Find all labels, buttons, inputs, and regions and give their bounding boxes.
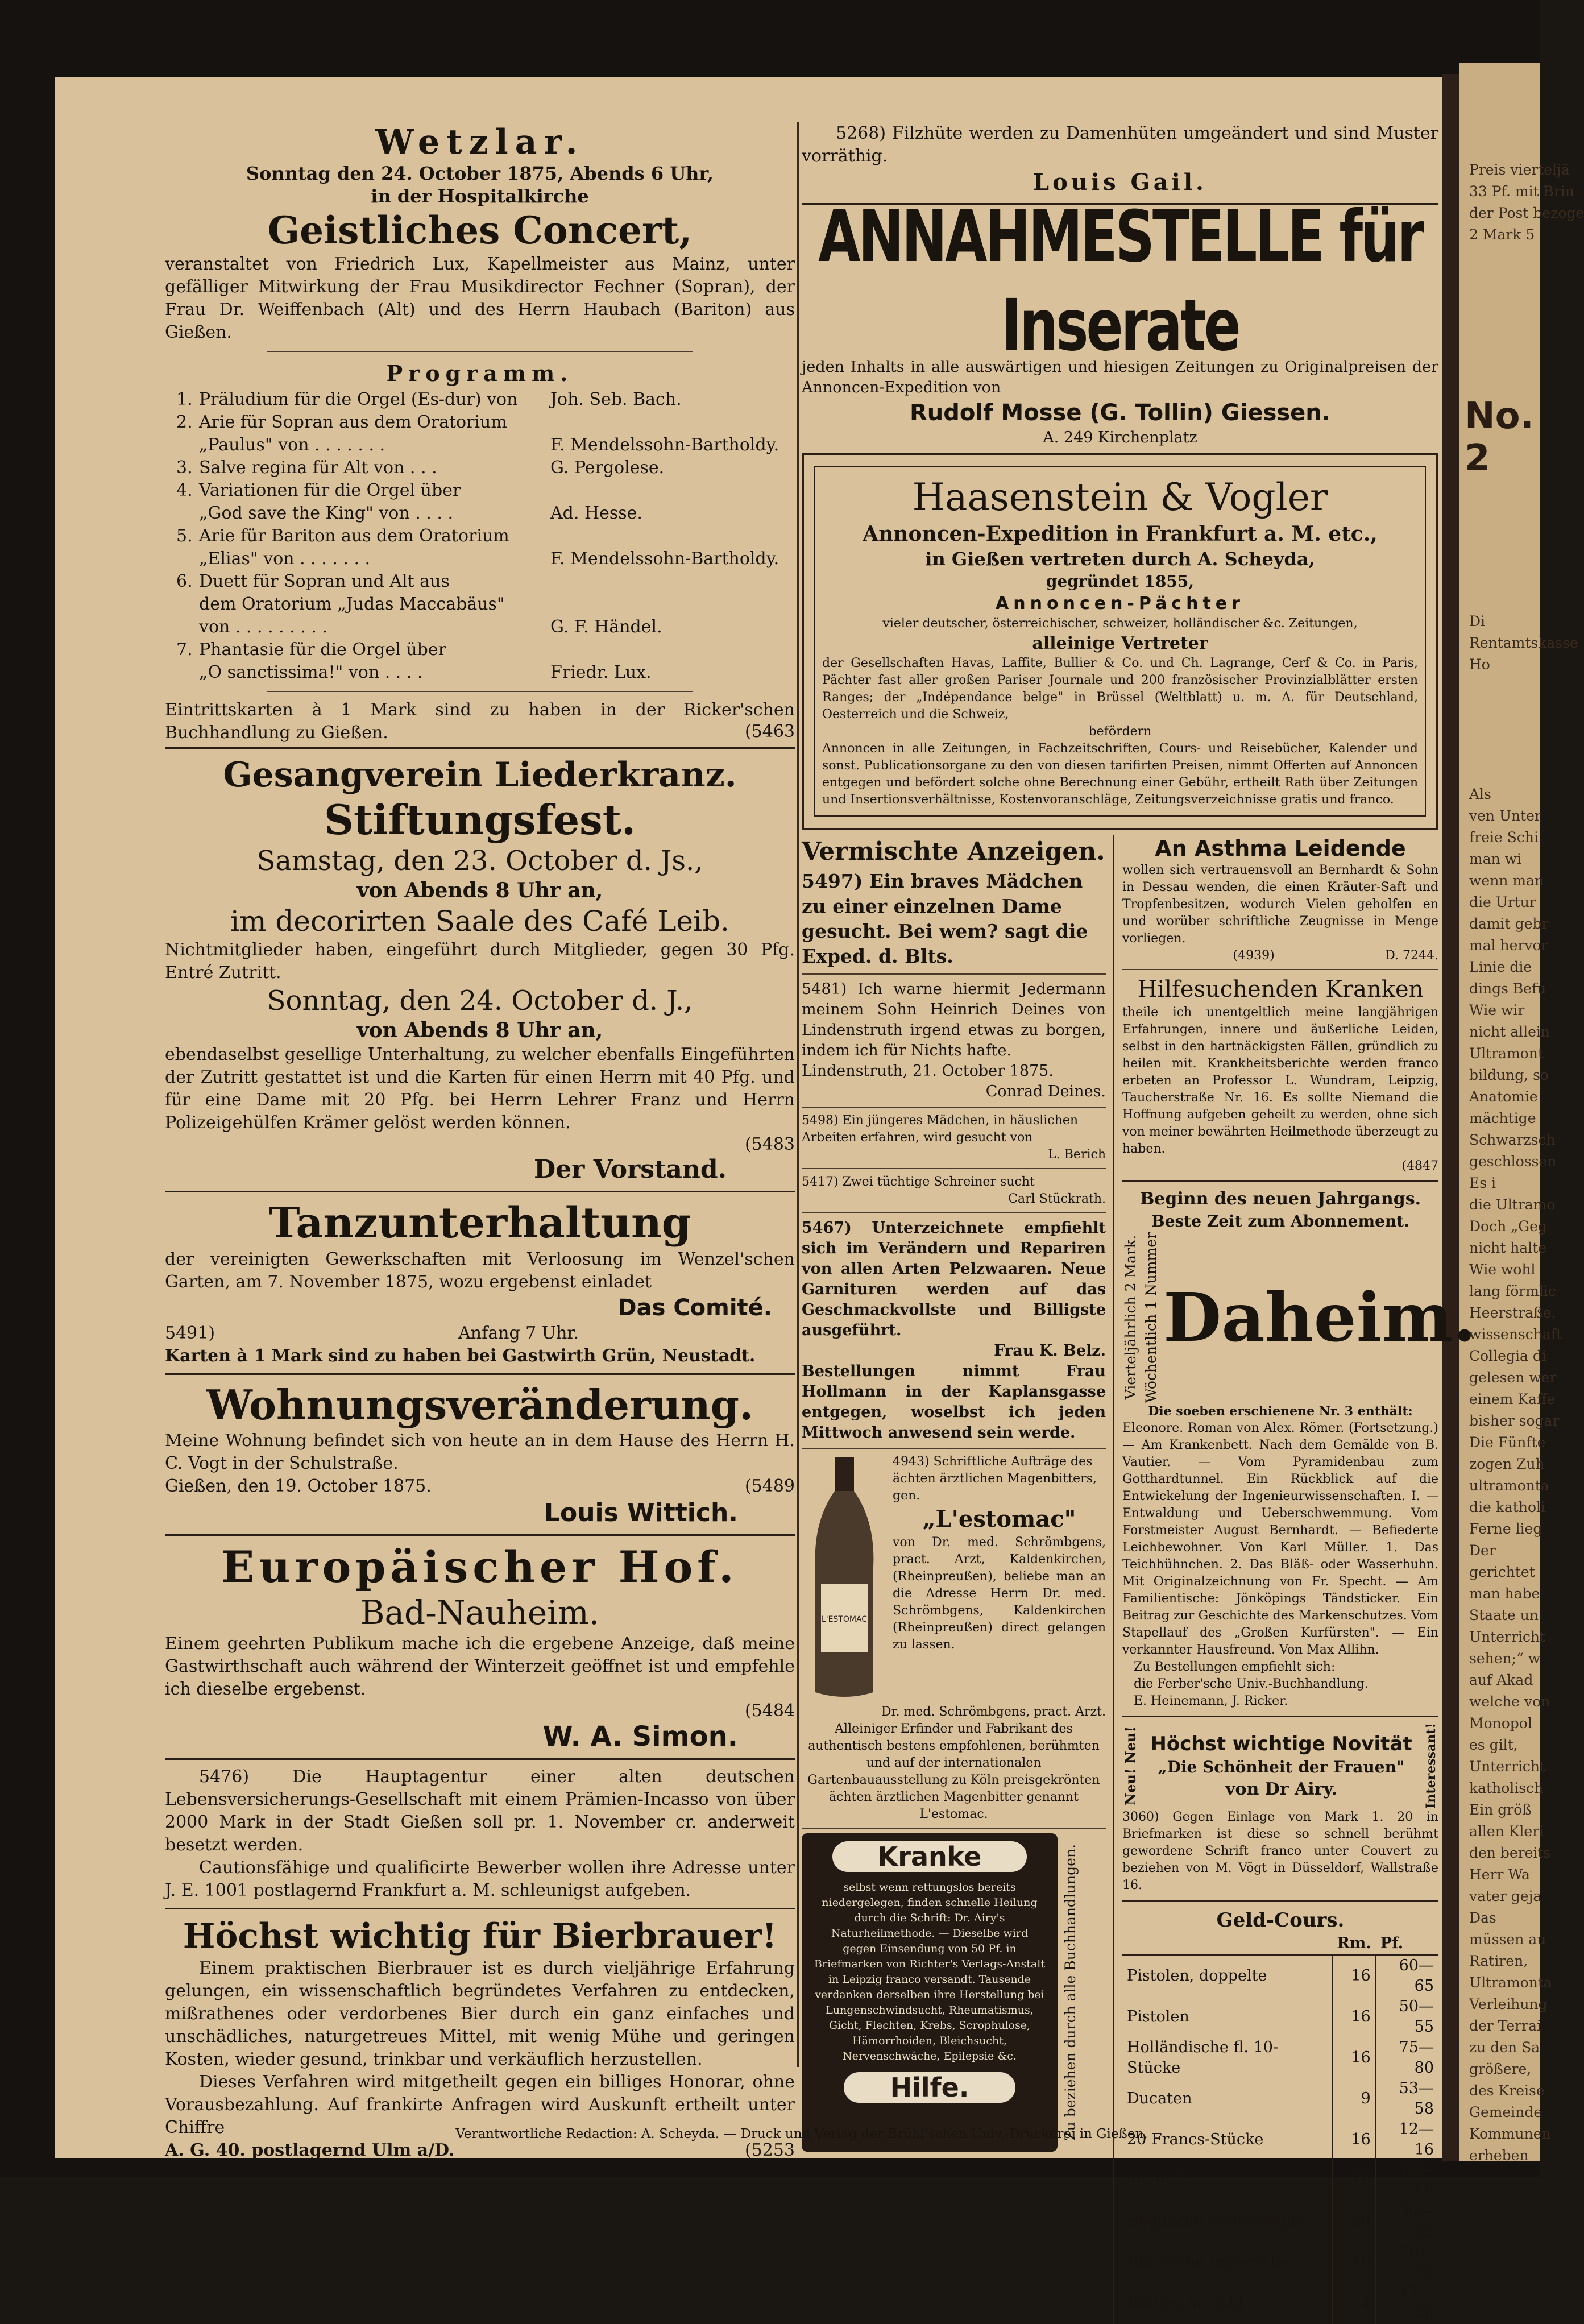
adjacent-line: Unterricht xyxy=(1469,1758,1546,1775)
programm-number xyxy=(176,548,199,570)
ad-5467-sign: Frau K. Belz. xyxy=(994,1342,1106,1360)
programm-item xyxy=(176,570,795,593)
ref-number: 5491) xyxy=(165,1323,215,1343)
hilfe-title: Hilfesuchenden Kranken xyxy=(1137,976,1424,1002)
ad-5467: 5467) Unterzeichnete empfiehlt sich im Verändern und Repariren von allen Arten Pelzwaaren. Neue Garnituren werden auf das Geschmackvollste und Billigste ausgeführt. xyxy=(802,1219,1106,1339)
programm-composer xyxy=(550,479,795,502)
inserate-name: Rudolf Mosse (G. Tollin) Giessen. xyxy=(910,400,1330,426)
ad-5497: 5497) Ein braves Mädchen zu einer einzelnen Dame gesucht. Bei wem? sagt die Exped. d. Blts. xyxy=(802,870,1088,967)
haasenstein-alleinige: alleinige Vertreter xyxy=(1032,633,1208,653)
coin-rm: 20 xyxy=(1332,2201,1375,2242)
inserate-addr: A. 249 Kirchenplatz xyxy=(1043,429,1197,446)
concert-tickets: Eintrittskarten à 1 Mark sind zu haben in der Ricker'schen Buchhandlung zu Gießen. xyxy=(165,700,795,743)
daheim-order: Zu Bestellungen empfiehlt sich: xyxy=(1134,1660,1336,1675)
adjacent-line: vater geja xyxy=(1469,1888,1542,1904)
airy-side: Interessant! xyxy=(1424,1723,1438,1809)
adjacent-line: Schwarzsch xyxy=(1469,1132,1556,1148)
kranke-title: Kranke xyxy=(832,1841,1027,1872)
daheim-side: Vierteljährlich 2 Mark. xyxy=(1122,1235,1139,1400)
adjacent-line: einem Kaffe xyxy=(1469,1391,1556,1407)
programm-composer xyxy=(550,411,795,434)
ad-5498-sign: L. Berich xyxy=(1048,1147,1106,1162)
hof-sign: W. A. Simon. xyxy=(542,1721,738,1753)
coin-pf: 53—58 xyxy=(1376,2078,1438,2119)
geldcours-header: Pf. xyxy=(1376,1933,1438,1955)
book-spine xyxy=(1442,74,1459,2161)
programm-composer xyxy=(550,570,795,593)
adjacent-line: allen Kleri xyxy=(1469,1823,1544,1840)
wohnung-text: Meine Wohnung befindet sich von heute an in dem Hause des Herrn H. C. Vogt in der Schulstraße. xyxy=(165,1431,795,1473)
estomac-text1: 4943) Schriftliche Aufträge des ächten ärztlichen Magenbitters, gen. xyxy=(893,1455,1097,1503)
ad-5417-sign: Carl Stückrath. xyxy=(1008,1192,1106,1206)
adjacent-line: Preis vierteljä xyxy=(1469,161,1570,178)
adjacent-line: nicht halte xyxy=(1469,1240,1547,1256)
adjacent-line: größere, xyxy=(1469,2061,1532,2077)
ref-number: (5483 xyxy=(744,1134,795,1154)
adjacent-line: Es i xyxy=(1469,1175,1496,1191)
adjacent-line: Wie wir xyxy=(1469,1002,1525,1018)
wohnung-date: Gießen, den 19. October 1875. xyxy=(165,1476,432,1496)
airy-by: von Dr Airy. xyxy=(1225,1779,1337,1799)
ref-number: (4939) xyxy=(1233,948,1275,963)
bier-chiffre: A. G. 40. postlagernd Ulm a/D. xyxy=(165,2140,455,2160)
filz-text: 5268) Filzhüte werden zu Damenhüten umgeändert und sind Muster vorräthig. xyxy=(802,123,1438,166)
adjacent-line: Di xyxy=(1469,613,1486,629)
programm-item xyxy=(176,434,795,457)
adjacent-line: des Kreise xyxy=(1469,2082,1545,2099)
programm-list xyxy=(165,388,795,684)
geldcours-row xyxy=(1122,2078,1438,2119)
kranke-side: Zu beziehen durch alle Buchhandlungen. xyxy=(1062,1844,1079,2141)
adjacent-line: mächtige xyxy=(1469,1110,1536,1126)
coin-rm: 9 xyxy=(1332,2078,1375,2119)
geldcours-row xyxy=(1122,2037,1438,2078)
liederkranz-time1: von Abends 8 Uhr an, xyxy=(356,879,603,902)
tanz-sign: Das Comité. xyxy=(617,1295,772,1321)
daheim-text: Eleonore. Roman von Alex. Römer. (Fortsetzung.) — Am Krankenbett. Nach dem Gemälde von B. Vautier. — Vom Pyramidenbau zum Gotthardtunnel. Ein Rückblick auf die Entwickelung der Ingenieurwissenschaften. I. — Entwaldung und Ueberschwemmung. Vom Forstmeister August Bernhardt. — Befiederte Leichbewohner. Von Karl Müller. 1. Das Teichhühnchen. 2. Das Bläß- oder Wasserhuhn. Mit Originalzeichnung von Fr. Specht. — Am Familientische: Jönköpings Tändsticker. Ein Beitrag zur Geschichte des Markenschutzes. Vom Stapellauf des „Großen Kurfürsten". — Ein verkannter Hausfreund. Von Max Allihn. xyxy=(1122,1421,1438,1658)
adjacent-line: Das xyxy=(1469,1909,1496,1926)
adjacent-line: Gemeinde xyxy=(1469,2104,1542,2120)
programm-composer: G. F. Händel. xyxy=(550,617,662,637)
right-column xyxy=(802,122,1477,2322)
programm-number: 7. xyxy=(176,640,193,660)
ad-5481-date: Lindenstruth, 21. October 1875. xyxy=(802,1062,1054,1080)
daheim-head: Beginn des neuen Jahrgangs. xyxy=(1139,1189,1421,1209)
daheim-side2: Wöchentlich 1 Nummer xyxy=(1143,1232,1159,1403)
asthma-title: An Asthma Leidende xyxy=(1155,836,1406,861)
adjacent-line: Ultramont xyxy=(1469,1045,1544,1062)
daheim-issue: Die soeben erschienene Nr. 3 enthält: xyxy=(1148,1404,1413,1419)
coin-rm: 16 xyxy=(1332,1996,1375,2037)
airy-sub: „Die Schönheit der Frauen" xyxy=(1158,1757,1405,1776)
programm-item xyxy=(176,479,795,502)
coin-name: Russische Imperiales xyxy=(1127,2253,1292,2271)
heading-wetzlar: Wetzlar. xyxy=(375,122,584,162)
programm-piece: Phantasie für die Orgel über xyxy=(199,640,446,660)
programm-piece: „Elias" von . . . . . . . xyxy=(199,549,371,569)
ref-number: (5484 xyxy=(744,1701,795,1721)
coin-rm: 16 xyxy=(1332,2037,1375,2078)
adjacent-line: ultramonta xyxy=(1469,1477,1549,1494)
adjacent-line: zogen Zuh xyxy=(1469,1456,1545,1472)
haasenstein-befordern: befördern xyxy=(1088,724,1152,739)
tanz-cards: Karten à 1 Mark sind zu haben bei Gastwirth Grün, Neustadt. xyxy=(165,1346,756,1366)
ad-airy xyxy=(1122,1723,1438,1809)
coin-rm: 16 xyxy=(1332,2160,1375,2201)
adjacent-line: Rentamtskasse xyxy=(1469,635,1578,651)
adjacent-line: Heerstraße. xyxy=(1469,1304,1556,1321)
bier-text2: Dieses Verfahren wird mitgetheilt gegen ein billiges Honorar, ohne Vorausbezahlung. Auf frankirte Anfragen wird Auskunft ertheilt unter Chiffre xyxy=(165,2072,795,2137)
programm-number xyxy=(176,661,199,684)
asthma-text: wollen sich vertrauensvoll an Bernhardt & Sohn in Dessau wenden, die einen Kräuter-Saft und Tropfenbesitzen, wodurch Vielen geholfen en und worüber schriftliche Zeugnisse in Menge vorliegen. xyxy=(1122,863,1438,946)
ad-kranke xyxy=(802,1833,1106,2152)
ad-estomac xyxy=(802,1453,1106,1704)
adjacent-line: müssen au xyxy=(1469,1931,1546,1948)
adjacent-line: gerichtet xyxy=(1469,1564,1535,1580)
filz-sign: Louis Gail. xyxy=(1033,169,1207,196)
geldcours-row xyxy=(1122,2201,1438,2242)
adjacent-line: nicht allein xyxy=(1469,1024,1550,1040)
programm-composer xyxy=(550,639,795,661)
adjacent-line: auf Akad xyxy=(1469,1672,1533,1688)
haasenstein-text2: der Gesellschaften Havas, Laffite, Bullier & Co. und Ch. Lagrange, Cerf & Co. in Paris, Pächter fast aller großen Pariser Journale und 200 französischer Provinzialblätter ersten Ranges; der „Indépendance belge" in Brüssel (Weltblatt) u. m. A. für Deutschland, Oesterreich und die Schweiz, xyxy=(822,656,1418,722)
adjacent-line: Herr Wa xyxy=(1469,1866,1530,1883)
adjacent-line: 2 Mark 5 xyxy=(1469,226,1535,243)
programm-number: 4. xyxy=(176,480,193,500)
estomac-sign: Dr. med. Schrömbgens, pract. Arzt. xyxy=(881,1705,1106,1719)
ref-number: (4847 xyxy=(1401,1159,1438,1173)
coin-rm: 16 xyxy=(1332,2119,1375,2160)
programm-number: 6. xyxy=(176,571,193,591)
adjacent-line: die Ultramo xyxy=(1469,1196,1556,1213)
wohnung-title: Wohnungsveränderung. xyxy=(206,1381,754,1429)
programm-item xyxy=(176,639,795,661)
airy-title: Höchst wichtige Novität xyxy=(1150,1732,1412,1755)
ref-number: (5463 xyxy=(744,722,795,741)
geldcours-row xyxy=(1122,1996,1438,2037)
adjacent-line: den bereits xyxy=(1469,1845,1551,1861)
adjacent-line: bisher sogar xyxy=(1469,1412,1560,1429)
airy-neu: Neu! Neu! xyxy=(1122,1726,1139,1805)
left-column xyxy=(165,122,795,2160)
adjacent-line: gelesen wer xyxy=(1469,1369,1557,1386)
liederkranz-sign: Der Vorstand. xyxy=(534,1155,727,1184)
kranke-help: Hilfe. xyxy=(844,2072,1015,2103)
ad-tanzunterhaltung xyxy=(165,1198,795,1368)
tanz-text: der vereinigten Gewerkschaften mit Verloosung im Wenzel'schen Garten, am 7. November 1875, wozu ergebenst einladet xyxy=(165,1249,795,1292)
vermischte-title: Vermischte Anzeigen. xyxy=(802,837,1105,866)
programm-piece: „O sanctissima!" von . . . . xyxy=(199,662,423,682)
inserate-text: jeden Inhalts in alle auswärtigen und hiesigen Zeitungen zu Originalpreisen der Annoncen-Expedition von xyxy=(802,358,1438,396)
agentur-text2: Cautionsfähige und qualificirte Bewerber wollen ihre Adresse unter J. E. 1001 postlagernd Frankfurt a. M. schleunigst aufgeben. xyxy=(165,1858,795,1900)
programm-number xyxy=(176,593,199,616)
adjacent-line: Ein größ xyxy=(1469,1801,1532,1818)
programm-piece: „Paulus" von . . . . . . . xyxy=(199,435,385,455)
estomac-title: „L'estomac" xyxy=(922,1506,1076,1532)
coin-rm: 4 xyxy=(1332,2283,1375,2324)
adjacent-line: welche von xyxy=(1469,1693,1550,1710)
programm-item xyxy=(176,661,795,684)
adjacent-line: sehen;“ w xyxy=(1469,1650,1541,1667)
ad-haasenstein-vogler xyxy=(802,453,1438,830)
coin-pf: 30—35 xyxy=(1376,2201,1438,2242)
geldcours-title: Geld-Cours. xyxy=(1216,1909,1345,1932)
adjacent-line: dings Befu xyxy=(1469,980,1546,997)
ad-5481-sign: Conrad Deines. xyxy=(985,1083,1106,1100)
adjacent-line: der Terrai xyxy=(1469,2018,1542,2034)
programm-piece: Duett für Sopran und Alt aus xyxy=(199,571,450,591)
haasenstein-text1: vieler deutscher, österreichischer, schweizer, holländischer &c. Zeitungen, xyxy=(882,616,1358,631)
programm-item xyxy=(176,502,795,525)
liederkranz-place: im decorirten Saale des Café Leib. xyxy=(230,905,729,938)
programm-number xyxy=(176,616,199,639)
programm-number: 5. xyxy=(176,526,193,546)
coin-name: Ducaten xyxy=(1127,2090,1192,2107)
adjacent-line: Staate un xyxy=(1469,1607,1539,1623)
coin-pf: 17—20 xyxy=(1376,2283,1438,2324)
programm-item xyxy=(176,457,795,479)
adjacent-line: Der xyxy=(1469,1542,1496,1559)
adjacent-line: Ho xyxy=(1469,656,1490,673)
programm-piece: dem Oratorium „Judas Maccabäus" xyxy=(199,594,505,614)
airy-text: 3060) Gegen Einlage von Mark 1. 20 in Briefmarken ist diese so schnell berühmt gewordene Schrift franco unter Couvert zu beziehen von M. Vögt in Düsseldorf, Wallstraße 16. xyxy=(1122,1810,1438,1892)
programm-composer: G. Pergolese. xyxy=(550,458,665,478)
coin-name: Dollars in Gold xyxy=(1127,2294,1243,2312)
bottle-label: L'ESTOMAC xyxy=(821,1615,868,1624)
haasenstein-title: Haasenstein & Vogler xyxy=(912,475,1328,519)
haasenstein-sub2: in Gießen vertreten durch A. Scheyda, xyxy=(925,548,1315,570)
programm-item xyxy=(176,616,795,639)
adjacent-line: Ultramonta xyxy=(1469,1974,1552,1991)
hilfe-text: theile ich unentgeltlich meine langjährigen Erfahrungen, innere und äußerliche Leiden, selbst in den hartnäckigsten Fällen, gründlich zu heilen mit. Krankheitsberichte werden franco erbeten an Professor L. Wundram, Leipzig, Taucherstraße Nr. 16. Es sollte Niemand die Hoffnung aufgeben geheilt zu werden, ohne sich von meiner bewährten Heilmethode überzeugt zu haben. xyxy=(1122,1005,1438,1156)
concert-title: Geistliches Concert, xyxy=(267,208,693,252)
adjacent-issue-number: No. 2 xyxy=(1465,395,1534,479)
footer-imprint: Verantwortliche Redaction: A. Scheyda. — Druck und Verlag der Brühl'schen Univ.-Druckerei in Gießen. xyxy=(455,2127,1148,2141)
ad-annahmestelle xyxy=(802,195,1438,448)
agentur-text1: 5476) Die Hauptagentur einer alten deutschen Lebensversicherungs-Gesellschaft mit einem Prämien-Incasso von über 2000 Mark in der Stadt Gießen soll pr. 1. November cr. anderweit besetzt werden. xyxy=(165,1767,795,1855)
inserate-title: ANNAHMESTELLE für Inserate xyxy=(818,195,1422,367)
ad-5498: 5498) Ein jüngeres Mädchen, in häuslichen Arbeiten erfahren, wird gesucht von xyxy=(802,1113,1078,1145)
adjacent-line: Unterricht xyxy=(1469,1629,1546,1645)
adjacent-line: geschlossen xyxy=(1469,1153,1557,1170)
adjacent-line: ven Unter xyxy=(1469,807,1541,824)
adjacent-line: Linie die xyxy=(1469,959,1532,975)
programm-number: 2. xyxy=(176,412,193,432)
bottle-icon xyxy=(802,1453,887,1704)
programm-composer: Friedr. Lux. xyxy=(550,662,652,682)
programm-item xyxy=(176,388,795,411)
coin-name: do. in ⅟₂ xyxy=(1127,2172,1190,2189)
tanz-title: Tanzunterhaltung xyxy=(268,1199,691,1248)
daheim-order2: die Ferber'sche Univ.-Buchhandlung. xyxy=(1134,1677,1369,1692)
daheim-order3: E. Heinemann, J. Ricker. xyxy=(1134,1694,1288,1709)
kranke-body: selbst wenn rettungslos bereits niedergelegen, finden schnelle Heilung durch die Schrift: Dr. Airy's Naturheilmethode. — Dieselbe wird gegen Einsendung von 50 Pf. in Briefmarken von Richter's Verlags-Anstalt in Leipzig franco versandt. Tausende verdanken derselben ihre Herstellung bei Lungenschwindsucht, Rheumatismus, Gicht, Flechten, Krebs, Scrophulose, Hämorrhoiden, Bleichsucht, Nervenschwäche, Epilepsie &c. xyxy=(814,1881,1045,2062)
programm-composer: Joh. Seb. Bach. xyxy=(550,390,682,409)
adjacent-line: freie Schi xyxy=(1469,829,1539,846)
adjacent-line: Ratiren, xyxy=(1469,1953,1528,1969)
geldcours-row xyxy=(1122,1955,1438,1997)
liederkranz-date2: Sonntag, den 24. October d. J., xyxy=(267,985,693,1017)
adjacent-line: der Post bezoge xyxy=(1469,205,1584,221)
programm-composer: Ad. Hesse. xyxy=(550,503,642,523)
coin-name: Englische Souvereigns xyxy=(1127,2213,1305,2230)
adjacent-line: man wi xyxy=(1469,851,1522,867)
programm-composer xyxy=(550,525,795,548)
geldcours-header xyxy=(1122,1933,1332,1955)
estomac-text2: von Dr. med. Schrömbgens, pract. Arzt, Kaldenkirchen, (Rheinpreußen), beliebe man an die Adresse Herrn Dr. med. Schrömbgens, Kaldenkirchen (Rheinpreußen) direct gelangen zu lassen. xyxy=(893,1535,1106,1652)
programm-piece: Variationen für die Orgel über xyxy=(199,480,461,500)
ad-hauptagentur xyxy=(165,1766,795,1902)
bier-title: Höchst wichtig für Bierbrauer! xyxy=(183,1916,777,1956)
programm-item xyxy=(176,593,795,616)
adjacent-line: Verleihung xyxy=(1469,1996,1548,2012)
adjacent-line: Collegia di xyxy=(1469,1348,1546,1364)
ad-wohnung xyxy=(165,1381,795,1528)
ad-5467-b: Bestellungen nimmt Frau Hollmann in der Kaplansgasse entgegen, woselbst ich jeden Mittwoch anwesend sein werde. xyxy=(802,1362,1106,1441)
column-divider xyxy=(797,122,799,2067)
haasenstein-text3: Annoncen in alle Zeitungen, in Fachzeitschriften, Cours- und Reisebücher, Kalender und sonst. Publicationsorgane zu den von diesen tarifirten Preisen, nimmt Offerten auf Annoncen entgegen und befördert solche ohne Berechnung einer Gebühr, ertheilt Rath über Zeitungen und Insertionsverhältnisse, Kostenvoranschläge, Zeitungsverzeichnisse gratis und franco. xyxy=(822,741,1418,807)
liederkranz-time2: von Abends 8 Uhr an, xyxy=(356,1018,603,1042)
geldcours-row xyxy=(1122,2283,1438,2324)
geldcours-row xyxy=(1122,2160,1438,2201)
geldcours-row xyxy=(1122,2242,1438,2283)
concert-venue: in der Hospitalkirche xyxy=(371,185,589,207)
coin-pf: 75—80 xyxy=(1376,2037,1438,2078)
programm-piece: Salve regina für Alt von . . . xyxy=(199,458,437,478)
adjacent-line: Als xyxy=(1469,786,1491,802)
estomac-text3: Alleiniger Erfinder und Fabrikant des authentisch bestens empfohlenen, berühmten und auf der internationalen Gartenbauausstellung zu Köln preisgekrönten ächten ärztlichen Magenbitter genannt L'estomac. xyxy=(807,1722,1100,1821)
coin-name: Holländische fl. 10-Stücke xyxy=(1127,2039,1279,2077)
programm-piece: Arie für Bariton aus dem Oratorium xyxy=(199,526,509,546)
coin-pf: 70—75 xyxy=(1376,2242,1438,2283)
ref-number: (5253 xyxy=(744,2140,795,2160)
haasenstein-pachter: Annoncen-Pächter xyxy=(996,594,1245,614)
kranke-box xyxy=(802,1833,1058,2152)
tanz-start: Anfang 7 Uhr. xyxy=(458,1323,579,1343)
programm-number xyxy=(176,434,199,457)
adjacent-line: 33 Pf. mit Brin xyxy=(1469,183,1574,200)
programm-number: 1. xyxy=(176,390,193,409)
adjacent-page-fragment xyxy=(1459,63,1584,2164)
adjacent-line: zu den Sa xyxy=(1469,2039,1540,2056)
concert-text: veranstaltet von Friedrich Lux, Kapellmeister aus Mainz, unter gefälliger Mitwirkung der Frau Musikdirector Fechner (Sopran), der Frau Dr. Weiffenbach (Alt) und des Herrn Haubach (Bariton) aus Gießen. xyxy=(165,254,795,342)
liederkranz-date1: Samstag, den 23. October d. Js., xyxy=(256,845,703,877)
programm-number xyxy=(176,502,199,525)
geldcours-header: Rm. xyxy=(1332,1933,1375,1955)
adjacent-line: katholisch xyxy=(1469,1780,1544,1796)
adjacent-line: mal hervor xyxy=(1469,937,1548,954)
coin-pf: 50—55 xyxy=(1376,1996,1438,2037)
coin-pf: 12—16 xyxy=(1376,2119,1438,2160)
ad-europaeischer-hof xyxy=(165,1542,795,1753)
programm-composer: F. Mendelssohn-Bartholdy. xyxy=(550,549,779,569)
hof-text: Einem geehrten Publikum mache ich die ergebene Anzeige, daß meine Gastwirthschaft auch während der Winterzeit geöffnet ist und empfehle ich dieselbe ergebenst. xyxy=(165,1634,795,1699)
adjacent-line: Monopol xyxy=(1469,1715,1532,1731)
adjacent-line: Doch „Geg xyxy=(1469,1218,1547,1235)
coin-pf: 12—16 xyxy=(1376,2160,1438,2201)
ad-liederkranz xyxy=(165,755,795,1185)
haasenstein-sub: Annoncen-Expedition in Frankfurt a. M. etc., xyxy=(863,522,1378,546)
programm-title: Programm. xyxy=(386,361,574,386)
coin-pf: 60—65 xyxy=(1376,1955,1438,1997)
liederkranz-title: Gesangverein Liederkranz. xyxy=(223,755,737,795)
adjacent-line: bildung, so xyxy=(1469,1067,1549,1083)
bier-text1: Einem praktischen Bierbrauer ist es durch vieljährige Erfahrung gelungen, ein wissenschaftlich begründetes Verfahren zu entdecken, mißrathenes oder verdorbenes Bier durch ein ganz einfaches und unschädliches, naturgetreues Mittel, mit wenig Mühe und geringen Kosten, wieder gesund, trinkbar und verkäuflich herzustellen. xyxy=(165,1958,795,2069)
adjacent-line: lang förmlic xyxy=(1469,1283,1556,1299)
programm-composer: F. Mendelssohn-Bartholdy. xyxy=(550,435,779,455)
daheim-head2: Beste Zeit zum Abonnement. xyxy=(1151,1212,1409,1231)
adjacent-line: wenn man xyxy=(1469,872,1544,889)
adjacent-line: erheben xyxy=(1469,2147,1529,2164)
adjacent-line: Die Fünfte xyxy=(1469,1434,1546,1451)
programm-piece: von . . . . . . . . . xyxy=(199,617,327,637)
haasenstein-founded: gegründet 1855, xyxy=(1046,572,1195,591)
adjacent-line: wissenschaft xyxy=(1469,1326,1562,1343)
ref-number: (5489 xyxy=(744,1476,795,1496)
adjacent-line: es gilt, xyxy=(1469,1737,1518,1753)
adjacent-line: damit gebr xyxy=(1469,915,1549,932)
hof-sub: Bad-Nauheim. xyxy=(360,1593,600,1632)
daheim-title: Daheim. xyxy=(1163,1278,1477,1357)
adjacent-line: die katholi xyxy=(1469,1499,1545,1515)
programm-piece: Präludium für die Orgel (Es-dur) von xyxy=(199,390,518,409)
programm-item xyxy=(176,411,795,434)
adjacent-line: Ferne lieg xyxy=(1469,1521,1542,1537)
adjacent-line: Wie wohl xyxy=(1469,1261,1536,1278)
ad-5481: 5481) Ich warne hiermit Jedermann meinem Sohn Heinrich Deines von Lindenstruth irgend etwas zu borgen, indem ich für Nichts hafte. xyxy=(802,980,1106,1059)
programm-item xyxy=(176,525,795,548)
programm-item xyxy=(176,548,795,570)
adjacent-line: Anatomie xyxy=(1469,1088,1538,1105)
coin-name: 20 Francs-Stücke xyxy=(1127,2131,1264,2148)
programm-composer xyxy=(550,593,795,616)
liederkranz-sub: Stiftungsfest. xyxy=(324,796,636,844)
coin-rm: 16 xyxy=(1332,1955,1375,1997)
programm-piece: Arie für Sopran aus dem Oratorium xyxy=(199,412,507,432)
programm-number: 3. xyxy=(176,458,193,478)
coin-name: Pistolen, doppelte xyxy=(1127,1967,1267,1985)
adjacent-line: die Urtur xyxy=(1469,894,1536,910)
wohnung-sign: Louis Wittich. xyxy=(544,1498,738,1527)
concert-date: Sonntag den 24. October 1875, Abends 6 Uhr, xyxy=(246,163,714,184)
ad-wetzlar-concert xyxy=(165,122,795,741)
coin-rm: 16 xyxy=(1332,2242,1375,2283)
ad-5417: 5417) Zwei tüchtige Schreiner sucht xyxy=(802,1175,1035,1189)
asthma-ref2: D. 7244. xyxy=(1385,948,1438,963)
adjacent-line: Kommunen xyxy=(1469,2126,1551,2142)
adjacent-line: man habe xyxy=(1469,1585,1540,1602)
coin-name: Pistolen xyxy=(1127,2008,1189,2025)
ad-filzhuete xyxy=(802,122,1438,197)
programm-piece: „God save the King" von . . . . xyxy=(199,503,453,523)
ad-bierbrauer xyxy=(165,1915,795,2162)
liederkranz-text1: Nichtmitglieder haben, eingeführt durch Mitglieder, gegen 30 Pfg. Entré Zutritt. xyxy=(165,940,795,983)
liederkranz-text2: ebendaselbst gesellige Unterhaltung, zu welcher ebenfalls Eingeführten der Zutritt gestattet ist und die Karten für einen Herrn mit 40 Pfg. und für eine Dame mit 20 Pfg. bei Herrn Lehrer Franz und Herrn Polizeigehülfen Krämer gelöst werden können. xyxy=(165,1045,795,1133)
hof-title: Europäischer Hof. xyxy=(221,1542,739,1592)
